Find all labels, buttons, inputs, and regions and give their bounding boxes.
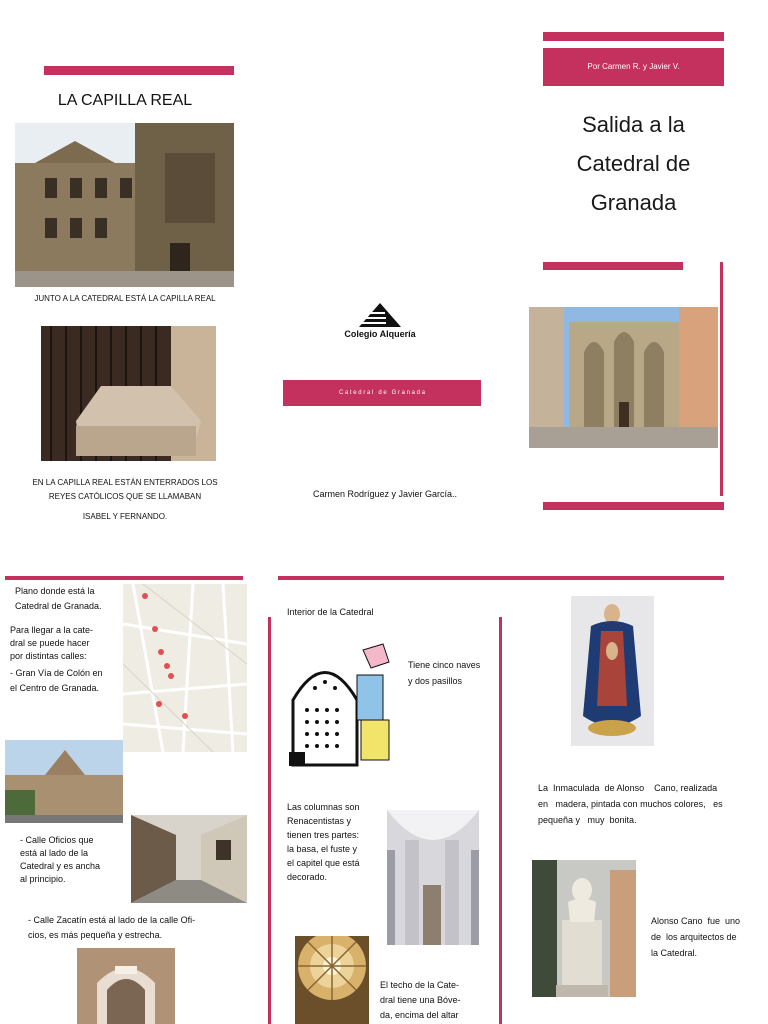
cover-title-line1: Salida a la [582, 112, 685, 137]
llegar-line3: por distintas calles: [10, 651, 87, 661]
capilla-caption2 [15, 476, 235, 524]
caption2-line3: ISABEL Y FERNANDO. [82, 512, 168, 521]
llegar-text [10, 624, 125, 695]
columnas-line3: tienen tres partes: [287, 830, 360, 840]
right-banner-text: Por Carmen R. y Javier V. [587, 62, 680, 71]
columnas-line4: la basa, el fuste y [287, 844, 358, 854]
oficios-line4: al principio. [20, 874, 66, 884]
right-vertical-bar [720, 262, 723, 496]
alonso-line1: Alonso Cano fue uno [651, 916, 741, 926]
columnas-line1: Las columnas son [287, 802, 360, 812]
techo-line2: dral tiene una Bóve- [380, 995, 461, 1005]
caption2-line1: EN LA CAPILLA REAL ESTÁN ENTERRADOS LOS [32, 478, 218, 487]
bottom-left-bar [5, 576, 243, 580]
tomb-photo [41, 326, 216, 461]
oficios-line2: está al lado de la [20, 848, 89, 858]
interior-label: Interior de la Catedral [287, 607, 374, 617]
middle-left-vbar [268, 617, 271, 1024]
right-banner [543, 48, 724, 86]
oficios-line3: Catedral y es ancha [20, 861, 101, 871]
zacatin-line2: cios, es más pequeña y estrecha. [28, 930, 163, 940]
alonso-line3: la Catedral. [651, 948, 698, 958]
inmaculada-photo [571, 596, 654, 746]
columnas-line6: decorado. [287, 872, 328, 882]
school-name: Colegio Alquería [344, 329, 416, 339]
middle-banner-text: C a t e d r a l d e G r a n a d a [338, 390, 426, 396]
bottom-right-bar [278, 576, 724, 580]
cover-title-line3: Granada [590, 190, 677, 215]
gran-via-photo [5, 740, 123, 823]
capilla-real-photo [15, 123, 234, 287]
llegar-line1: Para llegar a la cate- [10, 625, 94, 635]
calle-oficios-photo [131, 815, 247, 903]
plano-line1: Plano donde está la [15, 586, 95, 596]
authors-line: Carmen Rodríguez y Javier García.. [312, 489, 458, 499]
street-map [123, 584, 247, 752]
naves-line1: Tiene cinco naves [408, 660, 481, 670]
columnas-line2: Renacentistas y [287, 816, 352, 826]
caption2-line2: REYES CATÓLICOS QUE SE LLAMABAN [48, 492, 202, 501]
llegar-line2: dral se puede hacer [10, 638, 90, 648]
zacatin-line1: - Calle Zacatín está al lado de la calle Ofi- [28, 915, 196, 925]
inmaculada-line3: pequeña y muy bonita. [538, 815, 637, 825]
zacatin-text [28, 914, 243, 942]
capilla-caption: JUNTO A LA CATEDRAL ESTÁ LA CAPILLA REAL [34, 294, 216, 303]
middle-banner [283, 380, 481, 406]
techo-line3: da, encima del altar [380, 1010, 459, 1020]
alonso-line2: de los arquitectos de [651, 932, 737, 942]
plano-text [15, 585, 125, 613]
right-top-bar [543, 32, 724, 41]
inmaculada-text [538, 780, 758, 828]
right-mid-bar [543, 262, 683, 270]
inmaculada-line1: La Inmaculada de Alonso Cano, realizada [538, 783, 718, 793]
cover-title-line2: Catedral de [576, 151, 691, 176]
techo-text [380, 978, 490, 1023]
inmaculada-line2: en madera, pintada con muchos colores, es [538, 799, 723, 809]
left-top-bar [44, 66, 234, 75]
floor-plan [285, 640, 395, 770]
cover-title [543, 105, 724, 222]
columnas-text [287, 800, 382, 884]
middle-right-vbar [499, 617, 502, 1024]
gran-via-line2: el Centro de Granada. [10, 683, 100, 693]
columnas-line5: el capitel que está [287, 858, 360, 868]
dome-photo [295, 936, 369, 1024]
naves-line2: y dos pasillos [408, 676, 463, 686]
school-logo-icon [357, 303, 403, 329]
alonso-cano-statue-photo [532, 860, 636, 997]
columns-photo [387, 810, 479, 945]
calle-zacatin-photo [77, 948, 175, 1024]
plano-line2: Catedral de Granada. [15, 601, 102, 611]
capilla-title: LA CAPILLA REAL [57, 92, 193, 109]
techo-line1: El techo de la Cate- [380, 980, 460, 990]
cathedral-facade-photo [529, 307, 718, 448]
right-bottom-bar [543, 502, 724, 510]
oficios-text [20, 834, 130, 886]
oficios-line1: - Calle Oficios que [20, 835, 94, 845]
naves-text [408, 657, 498, 689]
gran-via-line1: - Gran Vía de Colón en [10, 668, 103, 678]
alonso-text [651, 913, 763, 961]
